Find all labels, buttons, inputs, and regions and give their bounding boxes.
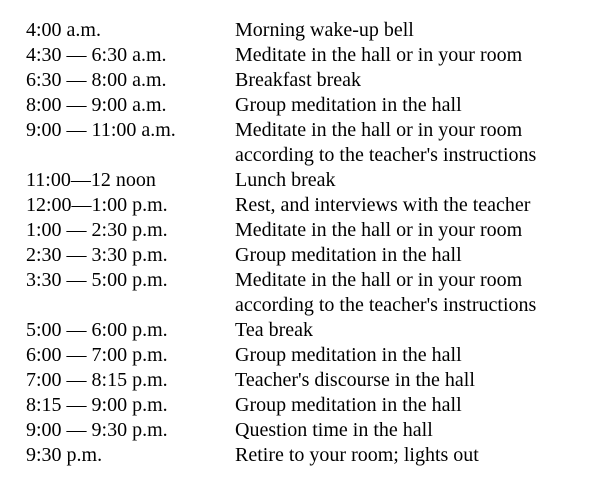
schedule-activity-line: Meditate in the hall or in your room (235, 44, 523, 66)
schedule-activity-line: Tea break (235, 319, 313, 341)
daily-schedule (26, 18, 596, 468)
schedule-time: 9:00 — 11:00 a.m. (26, 119, 176, 141)
schedule-time: 6:30 — 8:00 a.m. (26, 69, 167, 91)
schedule-activity (235, 368, 596, 393)
schedule-time: 8:15 — 9:00 p.m. (26, 394, 168, 416)
schedule-activity-line: Group meditation in the hall (235, 94, 462, 116)
schedule-row (26, 443, 596, 468)
schedule-activity (235, 443, 596, 468)
schedule-activity (235, 318, 596, 343)
schedule-activity-line: Group meditation in the hall (235, 344, 462, 366)
schedule-row (26, 43, 596, 68)
schedule-time: 6:00 — 7:00 p.m. (26, 344, 168, 366)
schedule-time: 11:00—12 noon (26, 169, 156, 191)
schedule-activity (235, 418, 596, 443)
schedule-activity (235, 343, 596, 368)
schedule-row (26, 343, 596, 368)
schedule-activity-line: Retire to your room; lights out (235, 444, 479, 466)
schedule-activity-line: Teacher's discourse in the hall (235, 369, 475, 391)
schedule-row (26, 368, 596, 393)
schedule-row (26, 418, 596, 443)
schedule-activity (235, 68, 596, 93)
schedule-activity-line: Group meditation in the hall (235, 244, 462, 266)
schedule-row (26, 68, 596, 93)
schedule-row (26, 18, 596, 43)
schedule-activity-line: Lunch break (235, 169, 336, 191)
schedule-activity-line: according to the teacher's instructions (235, 144, 537, 166)
schedule-time: 3:30 — 5:00 p.m. (26, 269, 168, 291)
schedule-row (26, 393, 596, 418)
schedule-activity-line: Morning wake-up bell (235, 19, 414, 41)
schedule-row (26, 243, 596, 268)
schedule-activity (235, 118, 596, 168)
schedule-activity-line: Meditate in the hall or in your room (235, 119, 523, 141)
schedule-activity-line: Rest, and interviews with the teacher (235, 194, 531, 216)
schedule-activity-line: Meditate in the hall or in your room (235, 219, 523, 241)
schedule-activity (235, 393, 596, 418)
schedule-time: 2:30 — 3:30 p.m. (26, 244, 168, 266)
schedule-row (26, 268, 596, 318)
schedule-time: 4:30 — 6:30 a.m. (26, 44, 167, 66)
schedule-row (26, 118, 596, 168)
schedule-time: 7:00 — 8:15 p.m. (26, 369, 168, 391)
schedule-activity-line: Breakfast break (235, 69, 362, 91)
schedule-activity (235, 218, 596, 243)
schedule-row (26, 168, 596, 193)
schedule-time: 9:00 — 9:30 p.m. (26, 419, 168, 441)
schedule-activity (235, 243, 596, 268)
schedule-activity (235, 43, 596, 68)
schedule-row (26, 193, 596, 218)
schedule-activity (235, 268, 596, 318)
schedule-activity-line: according to the teacher's instructions (235, 294, 537, 316)
schedule-activity (235, 18, 596, 43)
schedule-activity (235, 168, 596, 193)
schedule-activity-line: Question time in the hall (235, 419, 433, 441)
schedule-activity-line: Group meditation in the hall (235, 394, 462, 416)
schedule-time: 5:00 — 6:00 p.m. (26, 319, 168, 341)
schedule-row (26, 93, 596, 118)
schedule-time: 4:00 a.m. (26, 19, 101, 41)
schedule-row (26, 318, 596, 343)
schedule-activity (235, 193, 596, 218)
schedule-time: 12:00—1:00 p.m. (26, 194, 168, 216)
schedule-activity (235, 93, 596, 118)
schedule-time: 9:30 p.m. (26, 444, 103, 466)
schedule-activity-line: Meditate in the hall or in your room (235, 269, 523, 291)
schedule-row (26, 218, 596, 243)
schedule-time: 8:00 — 9:00 a.m. (26, 94, 167, 116)
schedule-time: 1:00 — 2:30 p.m. (26, 219, 168, 241)
